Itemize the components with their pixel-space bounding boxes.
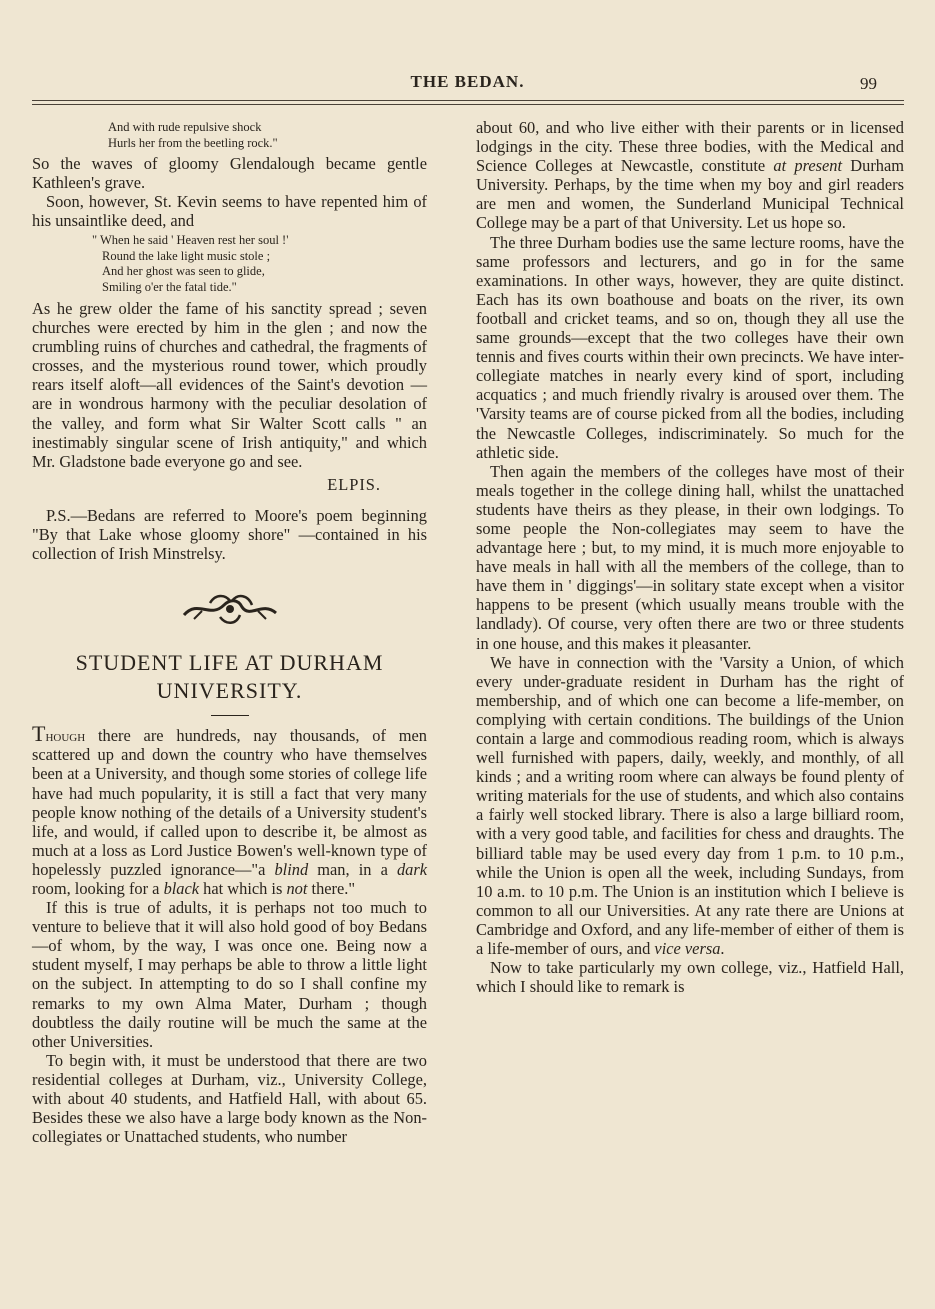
text-run: Durham University. Perhaps, by the time when my boy and girl readers are men and women, the Sunderland Municipal Technical College may be a part of that University. Let us hope so. — [476, 156, 905, 233]
right-column — [476, 118, 904, 996]
small-caps-word: hough — [45, 726, 86, 746]
running-header-title: THE BEDAN. — [410, 72, 525, 91]
text-run: about 60, and who live either with their parents or in licensed lodgings in the city. These three bodies, with the Medical and Science Colleges at Newcastle, constitute — [476, 118, 904, 176]
verse-line: And with rude repulsive shock — [108, 120, 262, 134]
left-column — [32, 118, 427, 1146]
italic-word: vice versa — [654, 939, 721, 959]
text-run: We have in connection with the 'Varsity a Union, of which every under-graduate resident in Durham has the right of membership, and of which one can become a life-member, on complying with certain conditions. The buildings of the Union contain a large and commodious reading room, which is always well furnished with papers, daily, weekly, and monthly, of all kinds ; and a writing room where can always be found plenty of writing materials for the use of students, and which also contains a fairly well stocked library. There is also a large billiard room, with a very good table, and facilities for chess and draughts. The billiard table may be used every day from 1 p.m. to 10 p.m., while the Union is open all the week, including Sundays, from 10 a.m. to 10 p.m. The Union is an institution which I believe is common to all our Universities. At any rate there are Unions at Cambridge and Oxford, and any life-member of either of them is a life-member of ours, and — [476, 652, 904, 959]
postscript: P.S.—Bedans are referred to Moore's poem beginning "By that Lake whose gloomy shore" —contained in his collection of Irish Minstrelsy. — [32, 505, 427, 564]
article-paragraph: To begin with, it must be understood that there are two residential colleges at Durham, viz., University College, with about 40 students, and Hatfield Hall, with about 65. Besides these we also have a large body known as the Non-collegiates or Unattached students, who number — [32, 1050, 427, 1147]
article-paragraph: Then again the members of the colleges have most of their meals together in the college dining hall, whilst the unattached students have theirs as they please, in their own lodgings. To some people the Non-collegiates may seem to have the advantage here ; but, to my mind, it is much more enjoyable to have meals in hall with all the members of the college, than to have them in ' diggings'—in solitary state except when a visitor happens to be present (which usually means trouble with the landlady). Of course, very often there are two or three students in one house, and this makes it pleasanter. — [476, 461, 904, 653]
verse-quote-2 — [92, 233, 427, 295]
verse-line: " When he said ' Heaven rest her soul !' — [92, 233, 289, 248]
article-paragraph: Now to take particularly my own college, viz., Hatfield Hall, which I should like to remark is — [476, 958, 904, 997]
verse-line: Round the lake light music stole ; — [102, 248, 271, 263]
paragraph: As he grew older the fame of his sanctity spread ; seven churches were erected by him in the glen ; and now the crumbling ruins of churches and cathedral, the fragments of crosses, and the mysterious round tower, which proudly rears itself aloft—all evidences of the Saint's devotion —are in wondrous harmony with the peculiar desolation of the valley, and form what Sir Walter Scott calls " an inestimably singular scene of Irish antiquity," and which Mr. Gladstone bade everyone go and see. — [32, 299, 427, 471]
decorative-ornament-icon — [32, 579, 427, 639]
paragraph: So the waves of gloomy Glendalough became gentle Kathleen's grave. — [32, 154, 427, 193]
author-signature: ELPIS. — [327, 474, 381, 494]
verse-line: And her ghost was seen to glide, — [102, 264, 265, 279]
article-title-line: STUDENT LIFE AT DURHAM — [75, 650, 384, 676]
text-run: man, in a — [308, 859, 397, 879]
text-run: room, looking for a — [32, 878, 164, 898]
italic-word: black — [163, 878, 200, 898]
article-paragraph: If this is true of adults, it is perhaps not too much to venture to believe that it will also hold good of boy Bedans—of whom, by the way, I was once one. Being now a student myself, I may perhaps be able to throw a little light on the subject. In attempting to do so I shall confine my remarks to my own Alma Mater, Durham ; though doubtless the daily routine will be much the same at the other Universities. — [32, 898, 427, 1051]
article-paragraph — [476, 653, 904, 959]
italic-word: not — [286, 878, 308, 898]
header-rule — [32, 100, 904, 101]
article-paragraph — [476, 118, 904, 233]
paragraph: Soon, however, St. Kevin seems to have repented him of his unsaintlike deed, and — [32, 192, 427, 231]
text-run: there." — [307, 878, 356, 898]
text-run: hat which is — [199, 878, 287, 898]
italic-word: at present — [773, 156, 843, 176]
italic-word: blind — [274, 859, 309, 879]
article-paragraph: The three Durham bodies use the same lecture rooms, have the same professors and lecturers, and go in for the same examinations. In other ways, however, they are quite distinct. Each has its own boathouse and boats on the river, its own football and cricket teams, and so on, though they all use the same grounds—except that the two colleges have their own tennis and fives courts within their own precincts. We have inter-collegiate matches in nearly every kind of sport, including acquatics ; and much friendly rivalry is aroused over them. The 'Varsity teams are of course picked from all the bodies, including the Newcastle Colleges, indiscriminately. So much for the athletic side. — [476, 232, 904, 462]
italic-word: dark — [396, 859, 427, 879]
verse-line: Smiling o'er the fatal tide." — [102, 279, 237, 294]
header-rule-lower — [32, 104, 904, 105]
text-run: . — [720, 939, 725, 959]
article-title-line: UNIVERSITY. — [156, 678, 303, 704]
text-run: there are hundreds, nay thousands, of men scattered up and down the country who have themselves been at a University, and though some stories of college life have had much popularity, it is still a fact that very many people know nothing of the details of a University student's life, and would, if called upon to describe it, be almost as much at a loss as Lord Justice Bowen's well-known type of hopelessly puzzled ignorance—"a — [32, 726, 427, 879]
title-rule — [211, 715, 249, 716]
verse-line: Hurls her from the beetling rock." — [108, 135, 278, 150]
verse-quote-1 — [108, 120, 427, 151]
article-paragraph — [32, 721, 427, 898]
page-number: 99 — [860, 74, 877, 93]
article-title — [32, 649, 427, 705]
drop-cap: T — [32, 721, 46, 747]
